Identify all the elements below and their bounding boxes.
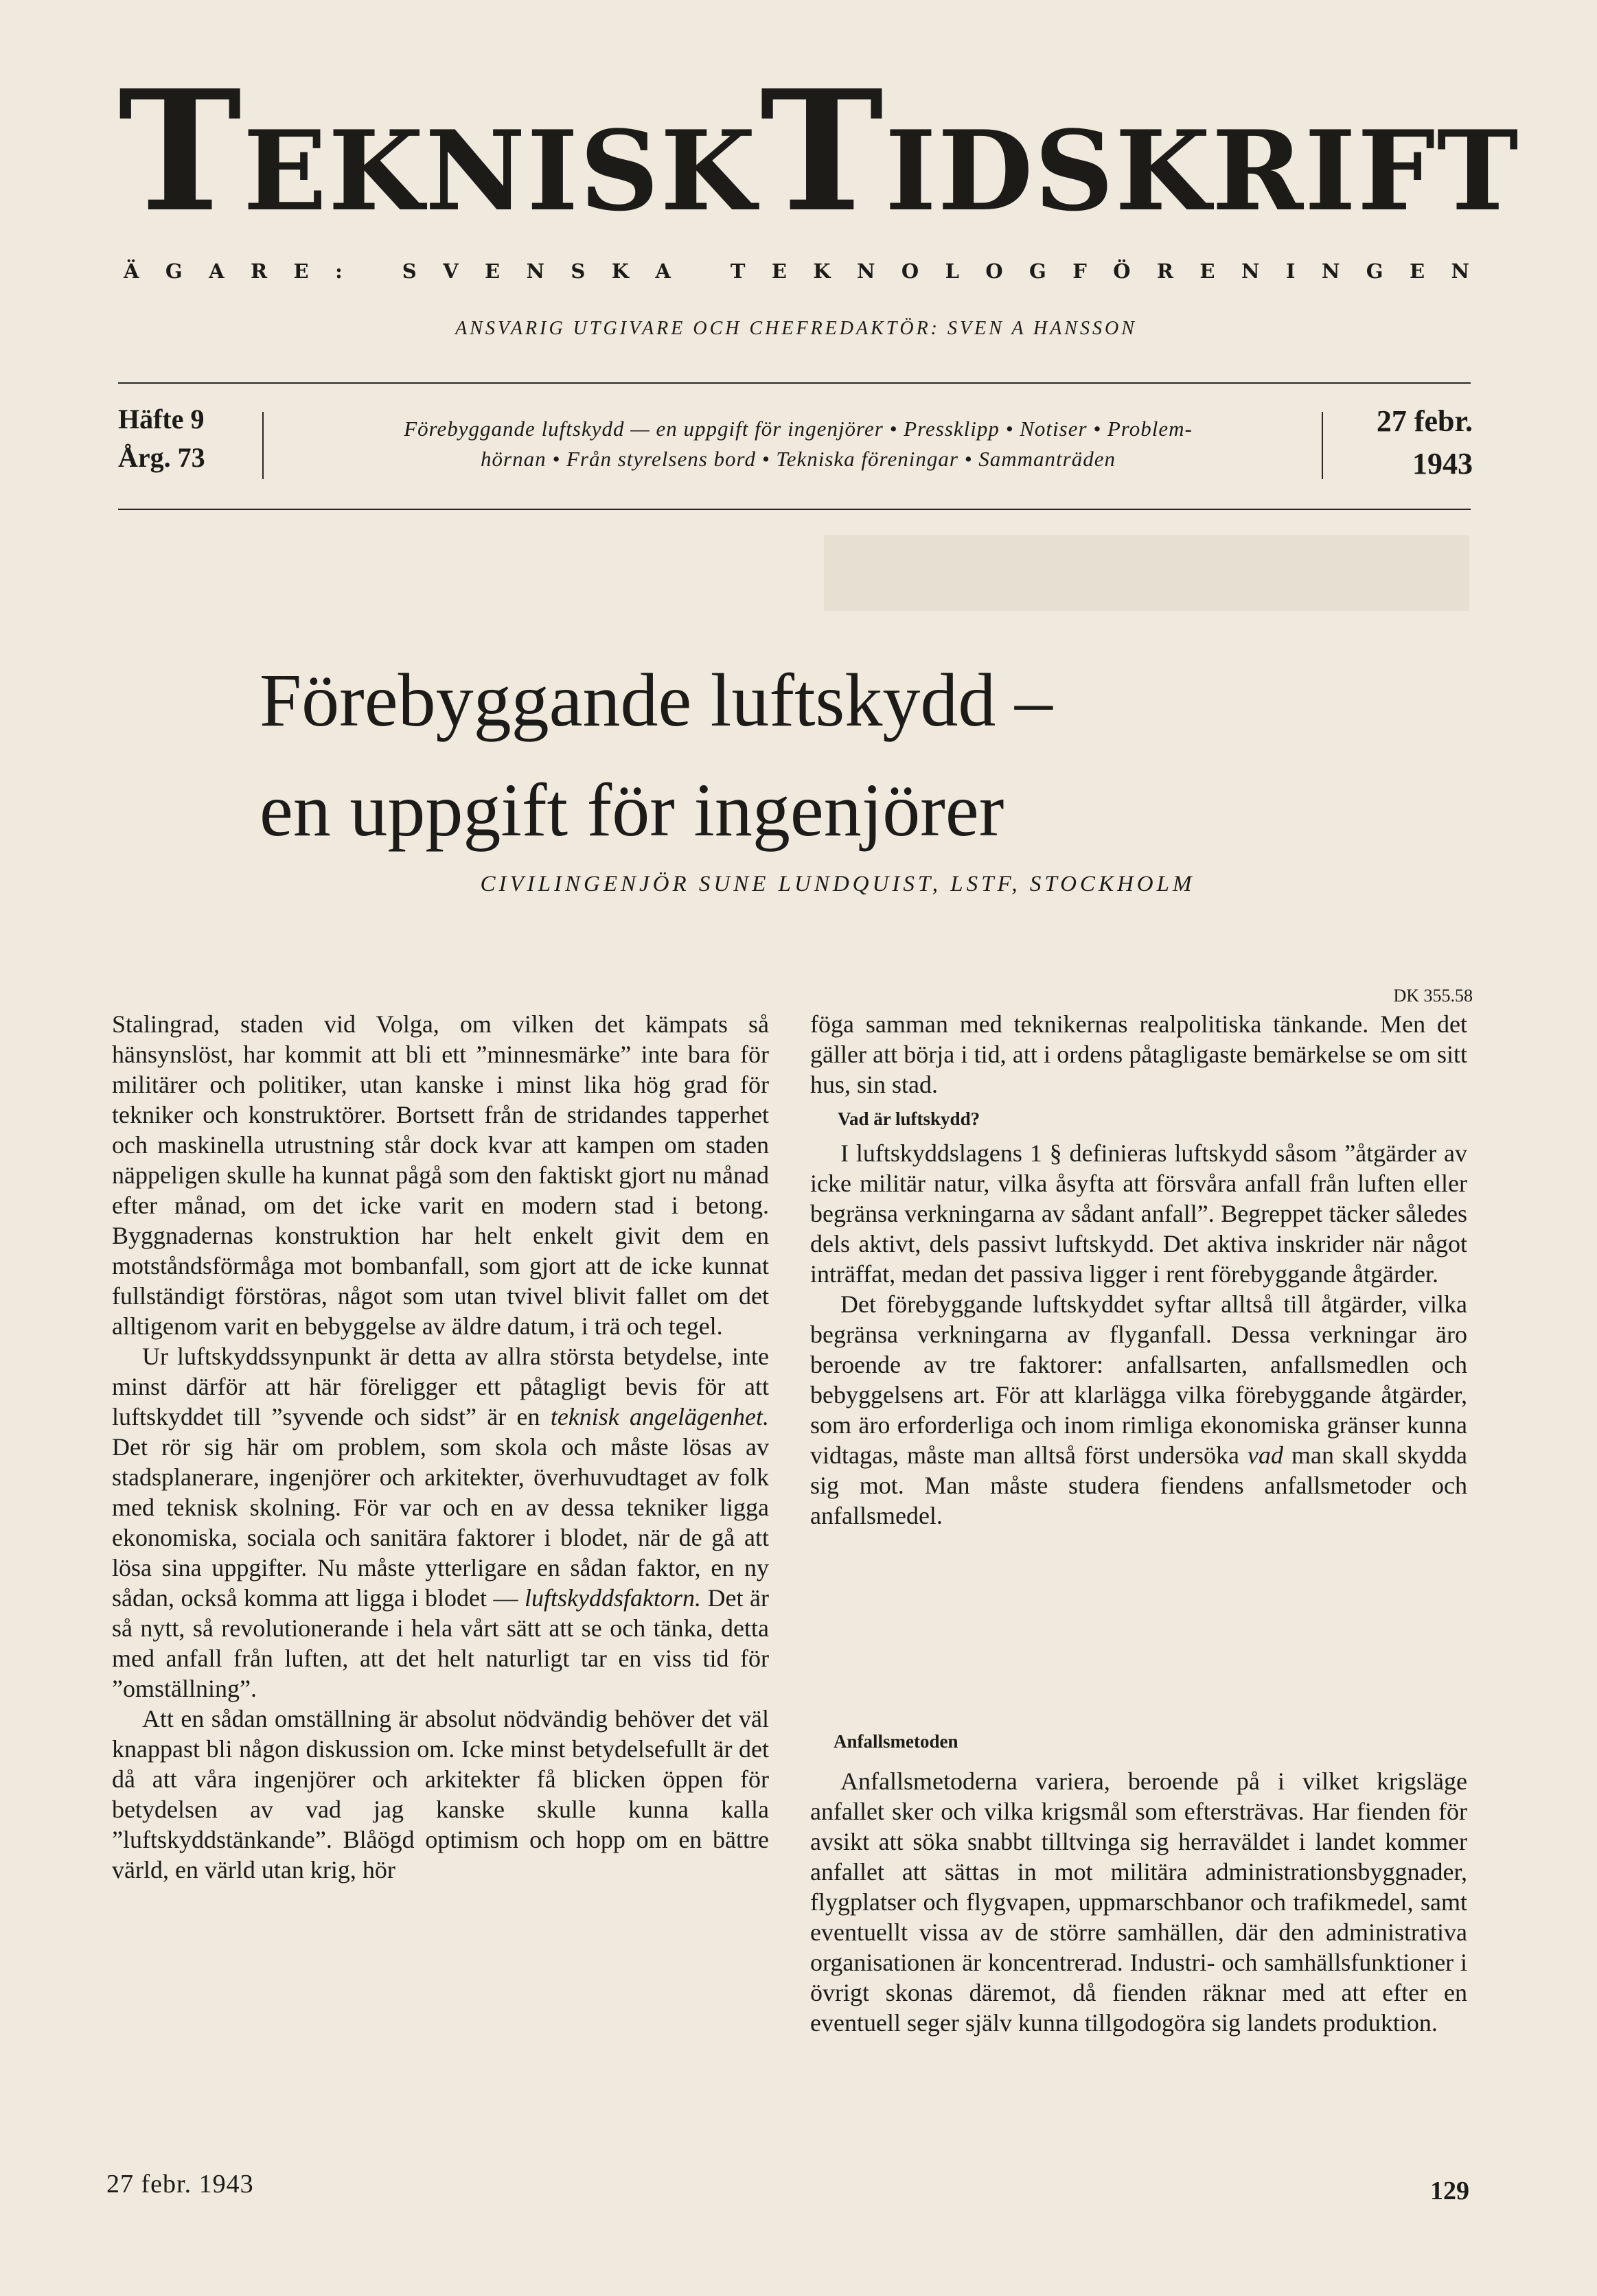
title-line-2: en uppgift för ingenjörer bbox=[260, 768, 1004, 852]
owner-letter: S bbox=[402, 259, 417, 283]
header-rule-top bbox=[118, 382, 1471, 384]
toc-line-2: hörnan • Från styrelsens bord • Tekniska föreningar • Sammanträden bbox=[481, 447, 1116, 471]
owner-letter: E bbox=[293, 259, 309, 283]
owner-letter: O bbox=[901, 259, 919, 283]
paragraph: Stalingrad, staden vid Volga, om vilken det kämpats så hänsynslöst, har kommit att bli ett ”minnesmärke” inte bara för militärer och politiker, utan kanske i minst lika hög grad för tekniker och konstruktörer. Bortsett från de stridandes tapperhet och maskinella utrustning står dock kvar att kampen om staden näppeligen skulle ha kunnat pågå som den faktiskt gjort nu månad efter månad, om det icke varit en modern stad i betong. Byggnadernas konstruktion har helt enkelt givit dem en motståndsförmåga mot bombanfall, som gjort att de icke kunnat fullständigt förstöras, något som utan tvivel blivit fallet om det alltigenom varit en bebyggelse av äldre datum, i trä och tegel. bbox=[112, 1010, 769, 1340]
owner-letter: N bbox=[1241, 259, 1260, 283]
masthead-initial-2: T bbox=[759, 54, 885, 249]
owner-letter: A bbox=[655, 259, 671, 283]
owner-letter: G bbox=[165, 259, 183, 283]
owner-letter: Ä bbox=[124, 259, 139, 283]
article-byline: CIVILINGENJÖR SUNE LUNDQUIST, LSTF, STOCKHOLM bbox=[480, 872, 1195, 896]
owner-letter: T bbox=[730, 259, 746, 283]
masthead-initial-1: T bbox=[118, 54, 244, 249]
owner-letter: E bbox=[484, 259, 501, 283]
owner-letter: N bbox=[856, 259, 875, 283]
owner-letter: R bbox=[1156, 259, 1174, 283]
owner-letter: E bbox=[771, 259, 787, 283]
issue-date: 27 febr. bbox=[1376, 404, 1473, 438]
owner-letter: A bbox=[209, 259, 225, 283]
toc-line-1: Förebyggande luftskydd — en uppgift för ingenjörer • Pressklipp • Notiser • Problem- bbox=[404, 417, 1193, 441]
masthead-word-2: IDSKRIFT bbox=[884, 106, 1520, 235]
owner-letter bbox=[697, 259, 704, 283]
owner-letter: G bbox=[1029, 259, 1046, 283]
owner-letter: G bbox=[1366, 259, 1383, 283]
paragraph: Ur luftskyddssynpunkt är detta av allra största betydelse, inte minst därför att här föreligger ett påtagligt bevis för att luftskyddet till ”syvende och sidst” är en teknisk angelägenhet. Det rör sig här om problem, som skola och måste lösas av stadsplanerare, ingenjörer och arkitekter, överhuvudtaget av folk med teknisk skolning. För var och en av dessa tekniker ligga ekonomiska, sociala och sanitära faktorer i blodet, när de gå att lösa sina uppgifter. Nu måste ytterligare en sådan faktor, en ny sådan, också komma att ligga i blodet — luftskyddsfaktorn. Det är så nytt, så revolutionerande i hela vårt sätt att se och tänka, detta med anfall från luften, att det helt naturligt tar en viss tid för ”omställning”. bbox=[112, 1343, 769, 1702]
owner-letter: K bbox=[813, 259, 831, 283]
owner-letter: N bbox=[1321, 259, 1340, 283]
owner-letter: : bbox=[335, 259, 343, 283]
paragraph: I luftskyddslagens 1 § definieras luftskydd såsom ”åtgärder av icke militär natur, vilka åsyfta att försvåra anfall från luften eller begränsa verkningarna av sådant anfall”. Begreppet täcker således dels aktivt, dels passivt luftskydd. Det aktiva inskrider när något inträffat, medan det passiva ligger i rent förebyggande åtgärder. bbox=[810, 1139, 1467, 1288]
divider-left bbox=[262, 412, 264, 479]
paragraph: Anfallsmetoderna variera, beroende på i vilket krigsläge anfallet sker och vilka krigsmål som eftersträvas. Har fienden för avsikt att söka snabbt tilltvinga sig herraväldet i landet kommer anfallet att sättas in mot militära administrationsbyggnader, flygplatser och flygvapen, uppmarschbanor och trafikmedel, samt eventuellt vissa av de större samhällen, där den administrativa organisationen är koncentrerad. Industri- och samhällsfunktioner i övrigt skonas däremot, då fienden räknar med att efter en eventuell seger själv kunna tillgodogöra sig landets produktion. bbox=[810, 1767, 1467, 2037]
issue-arg: Årg. 73 bbox=[118, 442, 205, 473]
owner-letter: E bbox=[1199, 259, 1215, 283]
owner-letter bbox=[369, 259, 376, 283]
owner-letter: K bbox=[611, 259, 629, 283]
section-heading: Anfallsmetoden bbox=[834, 1731, 958, 1752]
background-stain bbox=[824, 535, 1469, 611]
dk-classification: DK 355.58 bbox=[1393, 986, 1473, 1006]
page-number: 129 bbox=[1430, 2177, 1469, 2205]
owner-letter: O bbox=[985, 259, 1003, 283]
issue-number-block bbox=[118, 400, 205, 477]
owner-letter: V bbox=[443, 259, 459, 283]
owner-letter: N bbox=[526, 259, 545, 283]
paragraph: föga samman med teknikernas realpolitiska tänkande. Men det gäller att börja i tid, att i ordens påtagligaste bemärkelse se om sitt hus, sin stad. bbox=[810, 1010, 1467, 1098]
article-title bbox=[260, 645, 1289, 865]
footer-date: 27 febr. 1943 bbox=[106, 2170, 254, 2199]
column-right-top bbox=[810, 1009, 1467, 1531]
owner-line bbox=[124, 259, 1469, 283]
title-line-1: Förebyggande luftskydd – bbox=[260, 658, 1053, 742]
paragraph: Att en sådan omställning är absolut nödvändig behöver det väl knappast bli någon diskussion om. Icke minst betydelsefullt är det då att våra ingenjörer och arkitekter få blicken öppen för betydelsen av vad jag kanske skulle kunna kalla ”luftskyddstänkande”. Blåögd optimism och hopp om en bättre värld, en värld utan krig, hör bbox=[112, 1705, 769, 1883]
table-of-contents bbox=[292, 414, 1305, 474]
paragraph: Det förebyggande luftskyddet syftar alltså till åtgärder, vilka begränsa verkningarna av flyganfall. Dessa verkningar äro beroende av tre faktorer: anfallsarten, anfallsmedlen och bebyggelsens art. För att klarlägga vilka förebyggande åtgärder, som äro erforderliga och inom rimliga ekonomiska gränser kunna vidtagas, måste man alltså först undersöka vad man skall skydda sig mot. Man måste studera fiendens anfallsmetoder och anfallsmedel. bbox=[810, 1290, 1467, 1529]
masthead-word-1: EKNISK bbox=[243, 106, 757, 235]
header-rule-bottom bbox=[118, 509, 1471, 510]
owner-letter: Ö bbox=[1113, 259, 1131, 283]
owner-letter: F bbox=[1072, 259, 1087, 283]
owner-letter: S bbox=[571, 259, 586, 283]
issue-hafte: Häfte 9 bbox=[118, 404, 205, 434]
owner-letter: R bbox=[251, 259, 268, 283]
owner-letter: N bbox=[1451, 259, 1469, 283]
editor-line: ANSVARIG UTGIVARE OCH CHEFREDAKTÖR: SVEN A HANSSON bbox=[455, 318, 1137, 339]
owner-letter: I bbox=[1285, 259, 1296, 283]
divider-right bbox=[1322, 412, 1323, 479]
owner-letter: L bbox=[945, 259, 959, 283]
masthead-title bbox=[118, 54, 1520, 249]
section-heading: Vad är luftskydd? bbox=[838, 1109, 980, 1129]
issue-year: 1943 bbox=[1412, 447, 1473, 480]
column-right-bottom bbox=[810, 1726, 1467, 2038]
issue-date-block bbox=[1342, 400, 1473, 485]
owner-letter: E bbox=[1409, 259, 1425, 283]
column-left bbox=[112, 1009, 769, 1885]
